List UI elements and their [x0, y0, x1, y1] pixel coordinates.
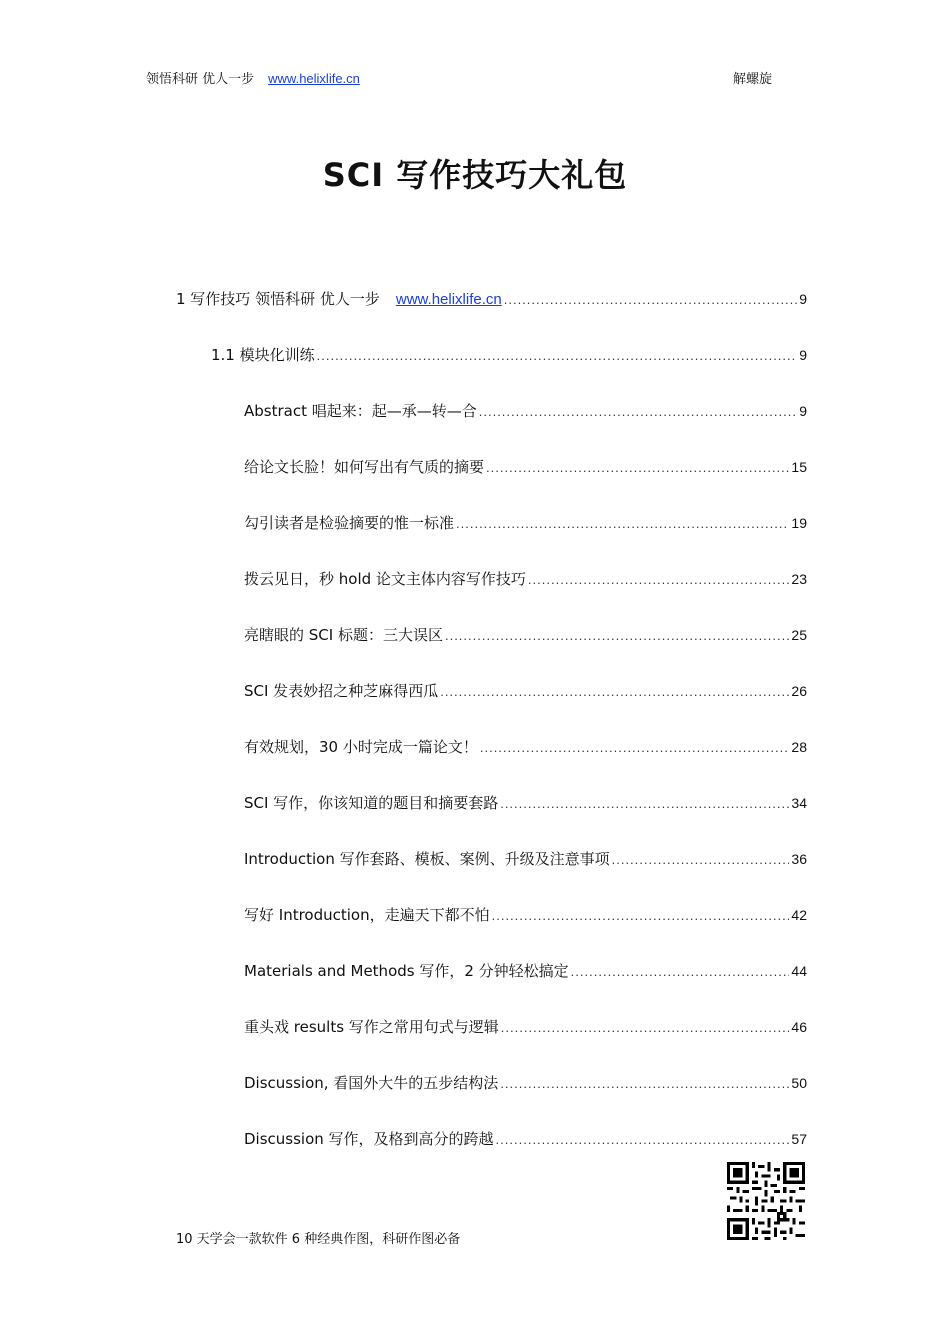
toc-entry-label [244, 904, 490, 925]
toc-entry-text: Discussion, 看国外大牛的五步结构法 [244, 1074, 499, 1092]
footer-text: 10 天学会一款软件 6 种经典作图，科研作图必备 [176, 1232, 461, 1247]
toc-entry-label [244, 512, 454, 533]
document-title: SCI 写作技巧大礼包 [322, 156, 628, 194]
toc-page-number: 9 [799, 403, 807, 419]
toc-entry[interactable] [244, 904, 807, 928]
toc-page-number: 26 [791, 683, 807, 699]
toc-entry-text: SCI 发表妙招之种芝麻得西瓜 [244, 682, 439, 700]
dot-leader [571, 964, 790, 979]
toc-page-number: 46 [791, 1019, 807, 1035]
toc-entry-text: Introduction 写作套路、模板、案例、升级及注意事项 [244, 850, 610, 868]
header-brand: 解螺旋 [732, 72, 772, 87]
toc-page-number: 9 [799, 347, 807, 363]
dot-leader [504, 292, 797, 307]
dot-leader [492, 908, 790, 923]
toc-entry-text: 勾引读者是检验摘要的惟一标准 [244, 514, 455, 532]
toc-entry[interactable] [244, 512, 807, 536]
toc-entry[interactable] [244, 1072, 807, 1096]
toc-entry[interactable] [244, 456, 807, 480]
dot-leader [500, 796, 789, 811]
toc-entry-label [244, 960, 569, 981]
toc-entry-label [244, 792, 498, 813]
toc-entry-text: 写好 Introduction，走遍天下都不怕 [244, 906, 490, 924]
toc-page-number: 19 [791, 515, 807, 531]
toc-entry[interactable] [244, 848, 807, 872]
toc-entry-text: Abstract 唱起来：起—承—转—合 [244, 402, 477, 420]
toc-entry-label [244, 1016, 499, 1037]
dot-leader [501, 1020, 790, 1035]
toc-entry[interactable] [244, 792, 807, 816]
toc-entry-text: 1 写作技巧 领悟科研 优人一步 [176, 290, 380, 308]
toc-entry-label [244, 680, 438, 701]
toc-entry-label [176, 288, 502, 309]
toc-entry-text: 重头戏 results 写作之常用句式与逻辑 [244, 1018, 499, 1036]
toc-entry-link[interactable]: www.helixlife.cn [395, 291, 502, 308]
page-header [146, 68, 806, 88]
toc-entry-label [244, 1128, 494, 1149]
toc-entry[interactable] [244, 568, 807, 592]
toc-page-number: 36 [791, 851, 807, 867]
toc-entry-label [244, 736, 478, 757]
toc-page-number: 50 [791, 1075, 807, 1091]
toc-page-number: 15 [791, 459, 807, 475]
toc-entry-text: Materials and Methods 写作，2 分钟轻松搞定 [244, 962, 569, 980]
toc-entry[interactable] [211, 344, 807, 368]
dot-leader [456, 516, 789, 531]
toc-entry-label [244, 400, 477, 421]
toc-entry[interactable] [244, 736, 807, 760]
toc-entry-label [244, 568, 526, 589]
dot-leader [317, 348, 798, 363]
toc-entry-text: 拨云见日，秒 hold 论文主体内容写作技巧 [244, 570, 526, 588]
header-tagline: 领悟科研 优人一步 [146, 72, 255, 87]
toc-page-number: 9 [799, 291, 807, 307]
qr-code [727, 1162, 805, 1240]
header-link[interactable]: www.helixlife.cn [268, 71, 360, 86]
toc-entry-text: Discussion 写作，及格到高分的跨越 [244, 1130, 494, 1148]
toc-entry-text: SCI 写作，你该知道的题目和摘要套路 [244, 794, 499, 812]
dot-leader [500, 1076, 789, 1091]
toc-entry[interactable] [244, 680, 807, 704]
toc-entry-label [244, 1072, 498, 1093]
toc-entry-text: 有效规划，30 小时完成一篇论文！ [244, 738, 478, 756]
toc-entry-label [244, 456, 484, 477]
dot-leader [479, 404, 797, 419]
toc-entry[interactable] [244, 1016, 807, 1040]
toc-entry[interactable] [244, 1128, 807, 1152]
toc-page-number: 44 [791, 963, 807, 979]
toc-page-number: 28 [791, 739, 807, 755]
dot-leader [480, 740, 790, 755]
dot-leader [496, 1132, 790, 1147]
toc-entry-label [244, 624, 443, 645]
toc-entry[interactable] [244, 624, 807, 648]
toc-entry[interactable] [176, 288, 807, 312]
toc-entry-text: 亮瞎眼的 SCI 标题：三大误区 [244, 626, 443, 644]
toc-page-number: 57 [791, 1131, 807, 1147]
dot-leader [486, 460, 789, 475]
toc-page-number: 34 [791, 795, 807, 811]
header-left [146, 68, 360, 87]
toc-entry[interactable] [244, 400, 807, 424]
dot-leader [612, 852, 790, 867]
dot-leader [445, 628, 789, 643]
toc-page-number: 23 [791, 571, 807, 587]
toc-entry-text: 1.1 模块化训练 [211, 346, 315, 364]
toc-entry-label [211, 344, 315, 365]
toc-entry[interactable] [244, 960, 807, 984]
toc-entry-text: 给论文长脸！如何写出有气质的摘要 [244, 458, 485, 476]
dot-leader [440, 684, 789, 699]
toc-entry-label [244, 848, 610, 869]
toc-page-number: 25 [791, 627, 807, 643]
dot-leader [528, 572, 790, 587]
toc-page-number: 42 [791, 907, 807, 923]
